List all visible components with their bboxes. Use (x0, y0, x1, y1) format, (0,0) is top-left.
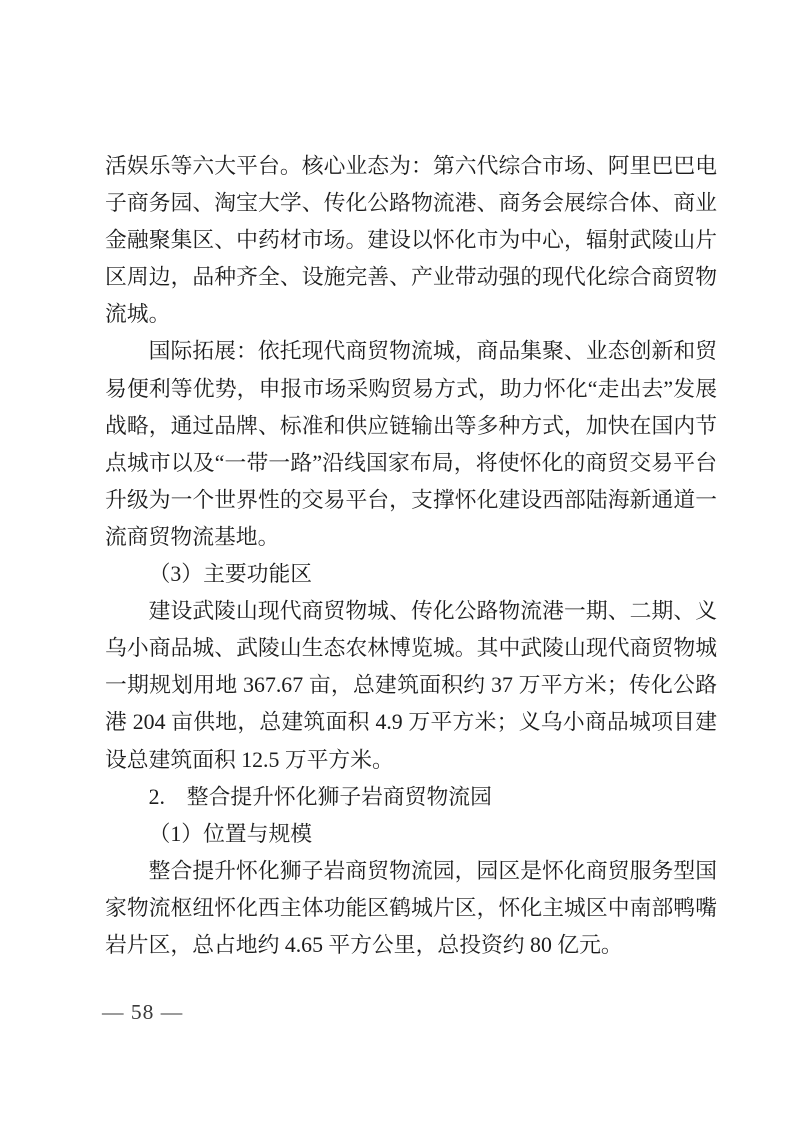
paragraph-platform-overview-continued: 活娱乐等六大平台。核心业态为：第六代综合市场、阿里巴巴电子商务园、淘宝大学、传化公路物流港、商务会展综合体、商业金融聚集区、中药材市场。建设以怀化市为中心，辐射武陵山片区周边，品种齐全、设施完善、产业带动强的现代化综合商贸物流城。 (105, 154, 717, 327)
paragraph-location-and-scale-detail: 整合提升怀化狮子岩商贸物流园，园区是怀化商贸服务型国家物流枢纽怀化西主体功能区鹤城片区，怀化主城区中南部鸭嘴岩片区，总占地约 4.65 平方公里，总投资约 80 亿元。 (105, 858, 717, 957)
page-body-text (105, 148, 717, 964)
heading-shiziyan-logistics-park: 2. 整合提升怀化狮子岩商贸物流园 (148, 784, 492, 809)
paragraph-functional-zones-detail: 建设武陵山现代商贸物城、传化公路物流港一期、二期、义乌小商品城、武陵山生态农林博览城。其中武陵山现代商贸物城一期规划用地 367.67 亩，总建筑面积约 37 万平方米；传化公路港 204 亩供地，总建筑面积 4.9 万平方米；义乌小商品城项目建设总建筑面积 12.5 万平方米。 (105, 599, 717, 772)
heading-main-functional-zones: （3）主要功能区 (148, 562, 313, 587)
heading-location-and-scale: （1）位置与规模 (148, 821, 313, 846)
paragraph-international-expansion: 国际拓展：依托现代商贸物流城，商品集聚、业态创新和贸易便利等优势，申报市场采购贸易方式，助力怀化“走出去”发展战略，通过品牌、标准和供应链输出等多种方式，加快在国内节点城市以及“一带一路”沿线国家布局，将使怀化的商贸交易平台升级为一个世界性的交易平台，支撑怀化建设西部陆海新通道一流商贸物流基地。 (105, 339, 717, 549)
page-number: — 58 — (102, 1000, 184, 1024)
